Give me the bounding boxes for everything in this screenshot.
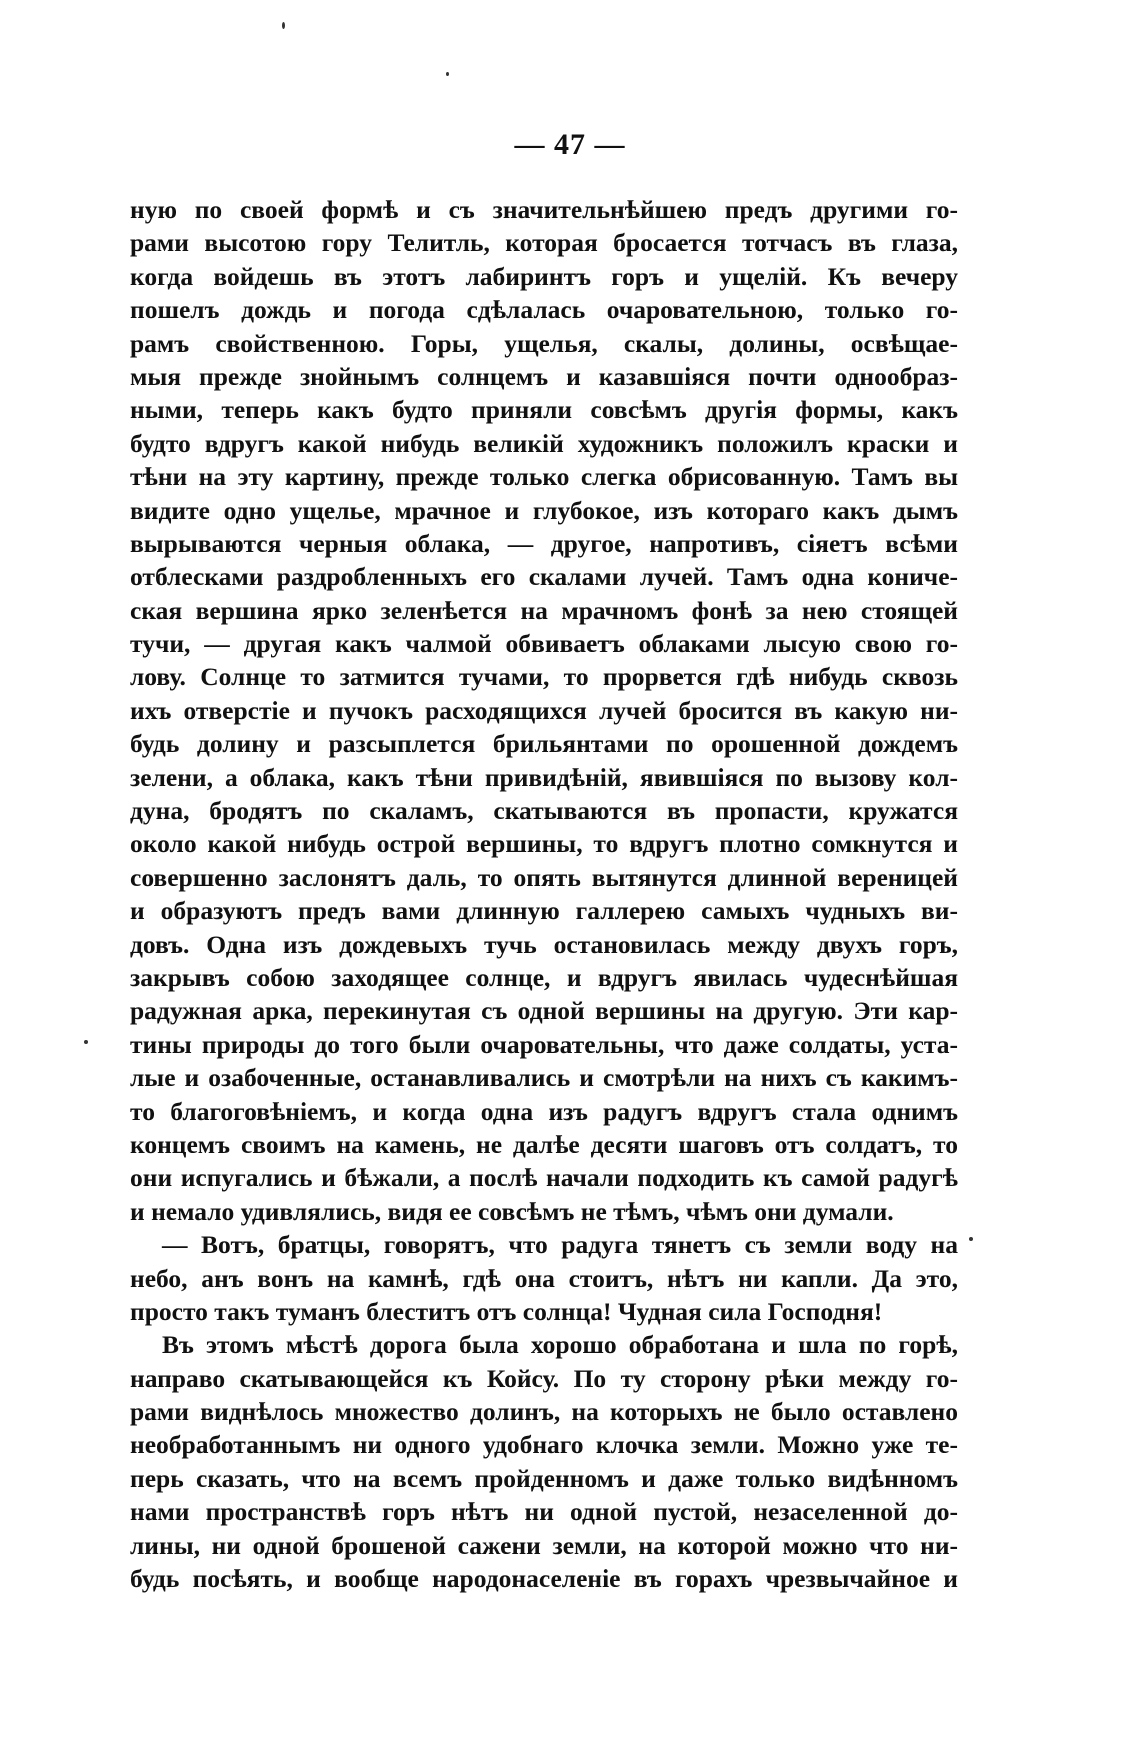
text-line: видите одно ущелье, мрачное и глубокое, изъ котораго какъ дымъ bbox=[130, 495, 958, 525]
text-line: тины природы до того были очаровательны, что даже солдаты, уста- bbox=[130, 1029, 958, 1059]
text-line: Въ этомъ мѣстѣ дорога была хорошо обработана и шла по горѣ, bbox=[162, 1330, 958, 1360]
text-line: будь посѣять, и вообще народонаселеніе въ горахъ чрезвычайное и bbox=[130, 1564, 958, 1594]
text-line: отблесками раздробленныхъ его скалами лучей. Тамъ одна кониче- bbox=[130, 562, 958, 592]
text-line: будто вдругъ какой нибудь великій художникъ положилъ краски и bbox=[130, 428, 958, 458]
print-speck bbox=[84, 1040, 88, 1044]
text-line: ихъ отверстіе и пучокъ расходящихся лучей бросится въ какую ни- bbox=[130, 695, 958, 725]
text-line: довъ. Одна изъ дождевыхъ тучь остановилась между двухъ горъ, bbox=[130, 929, 958, 959]
print-speck bbox=[969, 1237, 973, 1241]
page-number: — 47 — bbox=[514, 128, 626, 161]
text-line: ская вершина ярко зеленѣется на мрачномъ фонѣ за нею стоящей bbox=[130, 595, 958, 625]
text-line: ными, теперь какъ будто приняли совсѣмъ другія формы, какъ bbox=[130, 395, 958, 425]
text-line: рами виднѣлось множество долинъ, на которыхъ не было оставлено bbox=[130, 1397, 958, 1427]
text-line: и образуютъ предъ вами длинную галлерею самыхъ чудныхъ ви- bbox=[130, 896, 958, 926]
print-speck bbox=[282, 22, 285, 29]
text-line: пошелъ дождь и погода сдѣлалась очаровательною, только го- bbox=[130, 295, 958, 325]
text-line: вырываются черныя облака, — другое, напротивъ, сіяетъ всѣми bbox=[130, 528, 958, 558]
text-line: дуна, бродятъ по скаламъ, скатываются въ пропасти, кружатся bbox=[130, 796, 958, 826]
text-line: лины, ни одной брошеной сажени земли, на которой можно что ни- bbox=[130, 1530, 958, 1560]
text-line: и немало удивлялись, видя ее совсѣмъ не тѣмъ, чѣмъ они думали. bbox=[130, 1196, 894, 1226]
text-line: необработаннымъ ни одного удобнаго клочка земли. Можно уже те- bbox=[130, 1430, 958, 1460]
text-line: направо скатывающейся къ Койсу. По ту сторону рѣки между го- bbox=[130, 1363, 958, 1393]
text-line: нами пространствѣ горъ нѣтъ ни одной пустой, незаселенной до- bbox=[130, 1497, 958, 1527]
text-line: ную по своей формѣ и съ значительнѣйшею предъ другими го- bbox=[130, 195, 958, 224]
text-line: просто такъ туманъ блеститъ отъ солнца! Чудная сила Господня! bbox=[130, 1296, 883, 1326]
text-line: мыя прежде знойнымъ солнцемъ и казавшіяся почти однообраз- bbox=[130, 361, 958, 391]
text-line: закрывъ собою заходящее солнце, и вдругъ явилась чудеснѣйшая bbox=[130, 962, 958, 992]
print-speck bbox=[446, 72, 449, 76]
text-line: перь сказать, что на всемъ пройденномъ и даже только видѣнномъ bbox=[130, 1463, 958, 1493]
text-line: концемъ своимъ на камень, не далѣе десяти шаговъ отъ солдатъ, то bbox=[130, 1129, 958, 1159]
text-line: тѣни на эту картину, прежде только слегка обрисованную. Тамъ вы bbox=[130, 462, 958, 492]
text-line: рами высотою гору Телитль, которая бросается тотчасъ въ глаза, bbox=[130, 228, 958, 258]
text-line: тучи, — другая какъ чалмой обвиваетъ облаками лысую свою го- bbox=[130, 629, 958, 659]
text-line: совершенно заслонятъ даль, то опять вытянутся длинной вереницей bbox=[130, 862, 958, 892]
text-line: то благоговѣніемъ, и когда одна изъ радугъ вдругъ стала однимъ bbox=[130, 1096, 958, 1126]
text-line: — Вотъ, братцы, говорятъ, что радуга тянетъ съ земли воду на bbox=[162, 1230, 958, 1260]
text-line: когда войдешь въ этотъ лабиринтъ горъ и ущелій. Къ вечеру bbox=[130, 261, 958, 291]
text-line: зелени, а облака, какъ тѣни привидѣній, явившіяся по вызову кол- bbox=[130, 762, 958, 792]
text-line: они испугались и бѣжали, а послѣ начали подходить къ самой радугѣ bbox=[130, 1163, 958, 1193]
page-text-body bbox=[130, 193, 958, 1595]
text-line: небо, анъ вонъ на камнѣ, гдѣ она стоитъ, нѣтъ ни капли. Да это, bbox=[130, 1263, 958, 1293]
text-line: рамъ свойственною. Горы, ущелья, скалы, долины, освѣщае- bbox=[130, 328, 958, 358]
text-line: лову. Солнце то затмится тучами, то прорвется гдѣ нибудь сквозь bbox=[130, 662, 958, 692]
text-line: радужная арка, перекинутая съ одной вершины на другую. Эти кар- bbox=[130, 996, 958, 1026]
text-line: около какой нибудь острой вершины, то вдругъ плотно сомкнутся и bbox=[130, 829, 958, 859]
text-line: будь долину и разсыплется брильянтами по орошенной дождемъ bbox=[130, 729, 958, 759]
text-line: лые и озабоченные, останавливались и смотрѣли на нихъ съ какимъ- bbox=[130, 1063, 958, 1093]
